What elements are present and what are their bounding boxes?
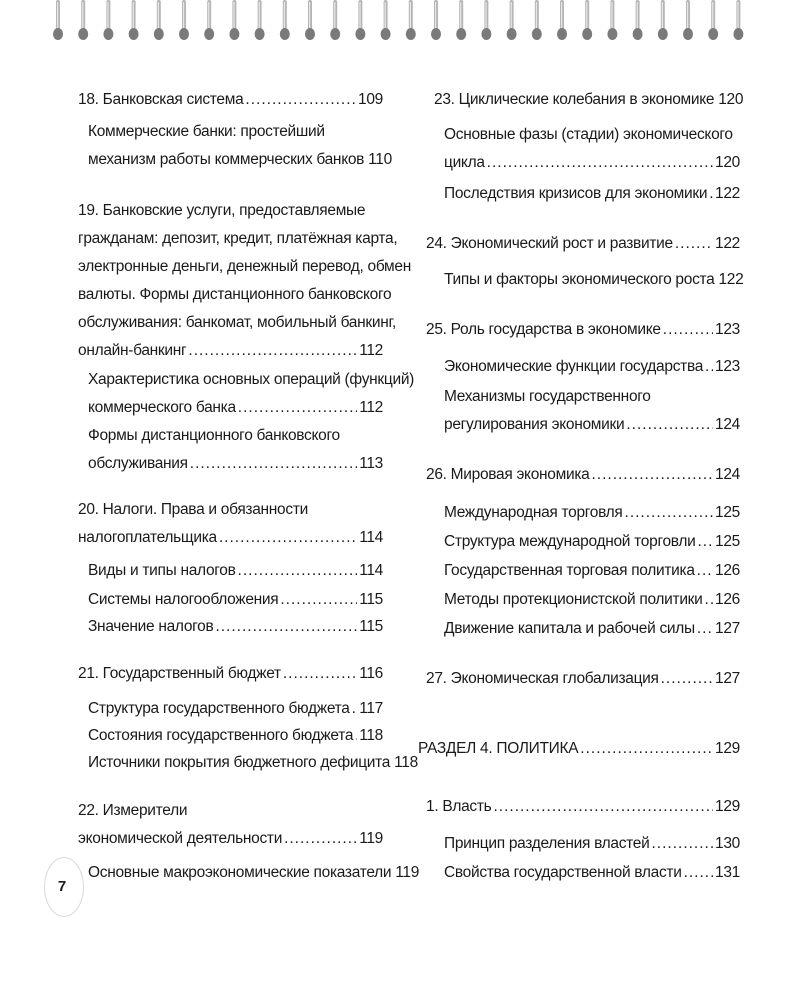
- toc-entry[interactable]: [88, 422, 383, 478]
- toc-entry-title: Последствия кризисов для экономики: [444, 185, 708, 202]
- binding-ring: [204, 0, 214, 40]
- toc-entry-leader-line: [444, 557, 740, 585]
- toc-entry-title: Значение налогов: [88, 618, 214, 635]
- binding-ring: [431, 0, 441, 40]
- toc-page-number: 129: [715, 798, 740, 815]
- toc-entry[interactable]: [88, 366, 415, 422]
- dot-leader: [591, 461, 713, 489]
- toc-entry[interactable]: [444, 499, 740, 527]
- toc-entry-leader-line: [426, 316, 740, 344]
- toc-entry-text-line: электронные деньги, денежный перевод, обмен: [78, 258, 411, 275]
- toc-page-number: 115: [359, 618, 383, 635]
- dot-leader: [238, 557, 358, 585]
- toc-entry[interactable]: [88, 118, 392, 174]
- toc-entry-title: Виды и типы налогов: [88, 562, 236, 579]
- binding-ring: [507, 0, 517, 40]
- toc-entry-title: Источники покрытия бюджетного дефицита: [88, 754, 391, 771]
- toc-page-number: 112: [359, 399, 383, 416]
- dot-leader: [283, 660, 357, 688]
- dot-leader: [352, 695, 358, 723]
- binding-ring: [733, 0, 743, 40]
- toc-page-number: 127: [715, 670, 740, 687]
- dot-leader: [661, 665, 713, 693]
- toc-entry-title: Движение капитала и рабочей силы: [444, 620, 695, 637]
- toc-entry-leader-line: [426, 665, 740, 693]
- dot-leader: [705, 353, 713, 381]
- toc-entry-text-line: Формы дистанционного банковского: [88, 427, 340, 444]
- toc-entry[interactable]: [78, 496, 383, 552]
- toc-entry-leader-line: [78, 660, 383, 688]
- toc-page-number: 120: [718, 91, 744, 108]
- spiral-binding: [0, 0, 800, 48]
- toc-entry-title: Основные макроэкономические показатели: [88, 864, 392, 881]
- toc-page-number: 130: [715, 835, 740, 852]
- toc-entry-title: налогоплательщика: [78, 529, 217, 546]
- toc-page-number: 124: [715, 466, 740, 483]
- toc-entry-title: Типы и факторы экономического роста: [444, 271, 715, 288]
- dot-leader: [188, 337, 357, 365]
- dot-leader: [625, 499, 714, 527]
- toc-entry[interactable]: [418, 735, 740, 763]
- dot-leader: [487, 149, 713, 177]
- toc-page-number: 118: [359, 727, 383, 744]
- toc-entry-leader-line: [88, 749, 418, 777]
- toc-entry-title: регулирования экономики: [444, 416, 625, 433]
- toc-entry-title: экономической деятельности: [78, 830, 283, 847]
- toc-entry[interactable]: [444, 586, 740, 614]
- toc-entry[interactable]: [444, 615, 740, 643]
- toc-entry-title: Состояния государственного бюджета: [88, 727, 354, 744]
- toc-entry-title: Методы протекционистской политики: [444, 591, 703, 608]
- toc-entry[interactable]: [88, 586, 383, 614]
- toc-page-number: 119: [395, 864, 420, 881]
- dot-leader: [580, 735, 713, 763]
- toc-entry-text-line: гражданам: депозит, кредит, платёжная карта,: [78, 230, 398, 247]
- toc-entry-leader-line: [444, 499, 740, 527]
- dot-leader: [280, 586, 357, 614]
- toc-entry[interactable]: [426, 316, 740, 344]
- dot-leader: [493, 793, 713, 821]
- toc-entry-leader-line: [78, 524, 383, 552]
- toc-page-number: 124: [715, 416, 740, 433]
- toc-page-number: 118: [394, 754, 418, 771]
- toc-entry-leader-line: [444, 411, 740, 439]
- toc-entry[interactable]: [426, 665, 740, 693]
- dot-leader: [651, 830, 713, 858]
- binding-ring: [633, 0, 643, 40]
- binding-ring: [103, 0, 113, 40]
- binding-ring: [683, 0, 693, 40]
- binding-ring: [708, 0, 718, 40]
- toc-entry-leader-line: [418, 735, 740, 763]
- toc-entry-leader-line: [78, 337, 383, 365]
- toc-entry[interactable]: [444, 859, 740, 887]
- dot-leader: [684, 859, 713, 887]
- toc-entry-title: цикла: [444, 154, 485, 171]
- toc-entry-leader-line: [434, 86, 744, 114]
- toc-page-number: 125: [715, 533, 740, 550]
- toc-entry-title: Международная торговля: [444, 504, 623, 521]
- toc-entry[interactable]: [444, 830, 740, 858]
- toc-entry-leader-line: [444, 149, 740, 177]
- toc-entry-title: Экономические функции государства: [444, 358, 704, 375]
- toc-entry-title: 21. Государственный бюджет: [78, 665, 281, 682]
- toc-entry[interactable]: [444, 557, 740, 585]
- toc-entry-title: 25. Роль государства в экономике: [426, 321, 661, 338]
- toc-entry-title: 18. Банковская система: [78, 91, 244, 108]
- toc-entry[interactable]: [426, 461, 740, 489]
- dot-leader: [697, 557, 713, 585]
- toc-entry[interactable]: [88, 722, 383, 750]
- toc-entry-title: Системы налогообложения: [88, 591, 279, 608]
- dot-leader: [626, 411, 713, 439]
- toc-entry-text-line: 20. Налоги. Права и обязанности: [78, 501, 308, 518]
- binding-ring: [582, 0, 592, 40]
- toc-page-number: 122: [715, 185, 740, 202]
- binding-ring: [532, 0, 542, 40]
- toc-entry-leader-line: [78, 825, 383, 853]
- toc-page-number: 113: [359, 455, 383, 472]
- dot-leader: [245, 86, 356, 114]
- dot-leader: [705, 586, 714, 614]
- dot-leader: [219, 524, 357, 552]
- toc-entry[interactable]: [88, 613, 383, 641]
- toc-page-number: 126: [715, 562, 740, 579]
- toc-page-number: 131: [715, 864, 740, 881]
- toc-page-number: 127: [715, 620, 740, 637]
- toc-entry[interactable]: [444, 383, 740, 439]
- toc-entry-title: Принцип разделения властей: [444, 835, 650, 852]
- toc-entry-title: онлайн-банкинг: [78, 342, 187, 359]
- binding-ring: [607, 0, 617, 40]
- toc-entry[interactable]: [444, 266, 744, 294]
- toc-entry[interactable]: [88, 557, 383, 585]
- toc-entry-title: 1. Власть: [426, 798, 492, 815]
- toc-entry-leader-line: [444, 615, 740, 643]
- toc-entry[interactable]: [88, 749, 418, 777]
- toc-page-number: 116: [359, 665, 383, 682]
- dot-leader: [697, 528, 713, 556]
- toc-entry-title: коммерческого банка: [88, 399, 236, 416]
- toc-entry[interactable]: [444, 528, 740, 556]
- binding-ring: [229, 0, 239, 40]
- toc-page-number: 119: [359, 830, 383, 847]
- toc-entry-leader-line: [444, 830, 740, 858]
- toc-entry-leader-line: [88, 722, 383, 750]
- toc-entry-title: Свойства государственной власти: [444, 864, 682, 881]
- dot-leader: [238, 394, 357, 422]
- binding-ring: [305, 0, 315, 40]
- toc-entry-leader-line: [88, 394, 383, 422]
- toc-entry-title: 27. Экономическая глобализация: [426, 670, 659, 687]
- binding-ring: [456, 0, 466, 40]
- toc-page-number: 115: [359, 591, 383, 608]
- dot-leader: [697, 615, 713, 643]
- toc-entry[interactable]: [78, 797, 383, 853]
- binding-ring: [255, 0, 265, 40]
- toc-entry-title: 26. Мировая экономика: [426, 466, 590, 483]
- binding-ring: [658, 0, 668, 40]
- toc-entry-text-line: 19. Банковские услуги, предоставляемые: [78, 202, 366, 219]
- toc-entry[interactable]: [426, 230, 740, 258]
- toc-entry[interactable]: [444, 353, 740, 381]
- toc-entry-text-line: Характеристика основных операций (функций): [88, 371, 415, 388]
- toc-entry-leader-line: [426, 793, 740, 821]
- toc-page-number: 110: [368, 151, 392, 168]
- toc-entry-title: Государственная торговая политика: [444, 562, 695, 579]
- toc-page-number: 123: [715, 358, 740, 375]
- binding-ring: [53, 0, 63, 40]
- dot-leader: [190, 450, 357, 478]
- toc-entry-leader-line: [444, 859, 740, 887]
- toc-entry-title: механизм работы коммерческих банков: [88, 151, 365, 168]
- binding-ring: [154, 0, 164, 40]
- toc-page-number: 126: [715, 591, 740, 608]
- binding-ring: [355, 0, 365, 40]
- toc-entry[interactable]: [88, 695, 383, 723]
- toc-page-number: 112: [359, 342, 383, 359]
- binding-ring: [557, 0, 567, 40]
- toc-page-number: 117: [359, 700, 383, 717]
- toc-page-number: 120: [715, 154, 740, 171]
- toc-entry-leader-line: [444, 266, 744, 294]
- toc-entry-leader-line: [78, 86, 383, 114]
- dot-leader: [355, 722, 357, 750]
- toc-entry-leader-line: [88, 146, 392, 174]
- toc-entry[interactable]: [88, 859, 420, 887]
- toc-entry-title: РАЗДЕЛ 4. ПОЛИТИКА: [418, 740, 579, 757]
- binding-ring: [280, 0, 290, 40]
- binding-ring: [381, 0, 391, 40]
- toc-entry-title: Структура государственного бюджета: [88, 700, 350, 717]
- toc-page-number: 114: [359, 562, 383, 579]
- toc-entry-leader-line: [88, 859, 420, 887]
- toc-entry[interactable]: [444, 121, 740, 177]
- toc-page-number: 122: [718, 271, 744, 288]
- dot-leader: [663, 316, 713, 344]
- dot-leader: [215, 613, 357, 641]
- dot-leader: [284, 825, 357, 853]
- binding-ring: [129, 0, 139, 40]
- dot-leader: [675, 230, 713, 258]
- toc-entry-leader-line: [426, 230, 740, 258]
- toc-entry-title: обслуживания: [88, 455, 188, 472]
- toc-entry-text-line: обслуживания: банкомат, мобильный банкинг,: [78, 314, 396, 331]
- toc-page-number: 109: [358, 91, 383, 108]
- toc-entry[interactable]: [426, 793, 740, 821]
- binding-ring: [78, 0, 88, 40]
- toc-page-number: 122: [715, 235, 740, 252]
- toc-entry-text-line: Механизмы государственного: [444, 388, 651, 405]
- toc-entry-text-line: валюты. Формы дистанционного банковского: [78, 286, 392, 303]
- toc-entry-title: Структура международной торговли: [444, 533, 696, 550]
- toc-entry-leader-line: [444, 353, 740, 381]
- toc-page-number: 125: [715, 504, 740, 521]
- toc-entry-leader-line: [426, 461, 740, 489]
- toc-entry-leader-line: [444, 586, 740, 614]
- dot-leader: [709, 180, 713, 208]
- toc-entry[interactable]: [78, 660, 383, 688]
- binding-ring: [406, 0, 416, 40]
- toc-entry[interactable]: [444, 180, 740, 208]
- toc-page-number: 123: [715, 321, 740, 338]
- toc-entry-title: 23. Циклические колебания в экономике: [434, 91, 715, 108]
- toc-entry-leader-line: [444, 528, 740, 556]
- toc-entry-leader-line: [88, 695, 383, 723]
- page-number: 7: [57, 877, 67, 895]
- binding-ring: [330, 0, 340, 40]
- toc-entry-text-line: 22. Измерители: [78, 802, 188, 819]
- toc-page-number: 114: [359, 529, 383, 546]
- binding-ring: [481, 0, 491, 40]
- toc-entry-leader-line: [444, 180, 740, 208]
- toc-entry-text-line: Основные фазы (стадии) экономического: [444, 126, 733, 143]
- toc-entry-text-line: Коммерческие банки: простейший: [88, 123, 325, 140]
- toc-entry-leader-line: [88, 613, 383, 641]
- toc-entry-title: 24. Экономический рост и развитие: [426, 235, 673, 252]
- toc-entry[interactable]: [78, 197, 411, 365]
- toc-entry-leader-line: [88, 557, 383, 585]
- binding-ring: [179, 0, 189, 40]
- toc-entry-leader-line: [88, 450, 383, 478]
- toc-entry[interactable]: [78, 86, 383, 114]
- toc-entry[interactable]: [434, 86, 744, 114]
- toc-entry-leader-line: [88, 586, 383, 614]
- toc-page-number: 129: [715, 740, 740, 757]
